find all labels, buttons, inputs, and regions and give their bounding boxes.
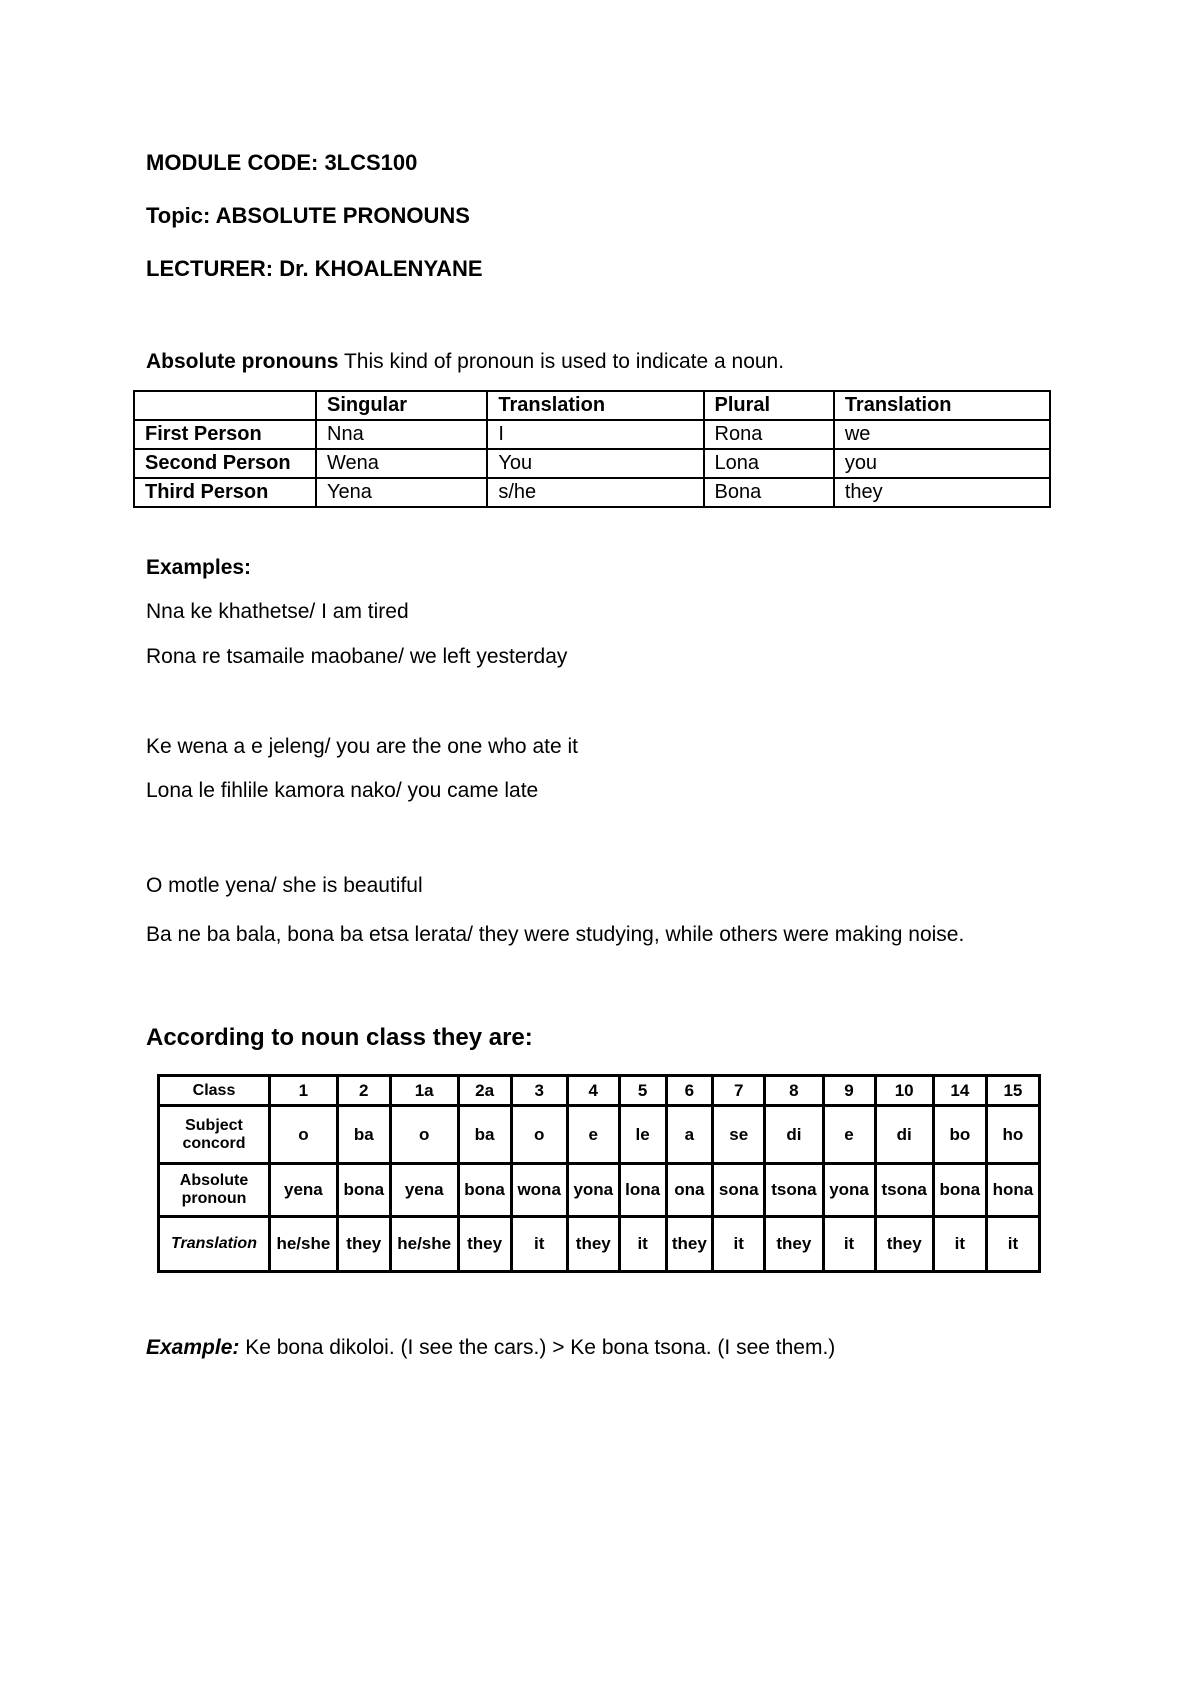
pronoun-cell: tsona bbox=[875, 1164, 933, 1217]
header-cell: Singular bbox=[316, 391, 487, 420]
row-label: Translation bbox=[159, 1217, 270, 1272]
translation-cell: they bbox=[875, 1217, 933, 1272]
row-label: Third Person bbox=[134, 478, 316, 507]
concord-cell: o bbox=[270, 1106, 338, 1164]
class-cell: 2 bbox=[337, 1076, 390, 1106]
class-cell: 6 bbox=[666, 1076, 713, 1106]
table-cell: you bbox=[834, 449, 1050, 478]
concord-cell: le bbox=[619, 1106, 666, 1164]
intro-paragraph bbox=[146, 350, 784, 374]
row-label: First Person bbox=[134, 420, 316, 449]
pronoun-cell: lona bbox=[619, 1164, 666, 1217]
translation-cell: he/she bbox=[270, 1217, 338, 1272]
pronoun-cell: yena bbox=[390, 1164, 458, 1217]
concord-cell: ba bbox=[337, 1106, 390, 1164]
concord-cell: e bbox=[823, 1106, 875, 1164]
table-cell: I bbox=[487, 420, 703, 449]
concord-cell: ba bbox=[458, 1106, 511, 1164]
translation-cell: it bbox=[933, 1217, 986, 1272]
pronoun-cell: tsona bbox=[765, 1164, 823, 1217]
class-cell: 5 bbox=[619, 1076, 666, 1106]
table-cell: s/he bbox=[487, 478, 703, 507]
noun-class-table bbox=[157, 1074, 1041, 1273]
class-cell: 1 bbox=[270, 1076, 338, 1106]
final-example-label: Example: bbox=[146, 1336, 240, 1359]
pronoun-table bbox=[133, 390, 1051, 508]
concord-cell: bo bbox=[933, 1106, 986, 1164]
concord-cell: di bbox=[875, 1106, 933, 1164]
pronoun-cell: wona bbox=[511, 1164, 567, 1217]
translation-cell: they bbox=[666, 1217, 713, 1272]
table-cell: we bbox=[834, 420, 1050, 449]
pronoun-cell: bona bbox=[933, 1164, 986, 1217]
example-line: Nna ke khathetse/ I am tired bbox=[146, 600, 409, 623]
row-label: Subject concord bbox=[159, 1106, 270, 1164]
pronoun-cell: bona bbox=[458, 1164, 511, 1217]
class-cell: 9 bbox=[823, 1076, 875, 1106]
class-cell: 4 bbox=[567, 1076, 619, 1106]
table-cell: they bbox=[834, 478, 1050, 507]
translation-cell: it bbox=[511, 1217, 567, 1272]
concord-cell: a bbox=[666, 1106, 713, 1164]
translation-cell: it bbox=[823, 1217, 875, 1272]
class-row bbox=[159, 1076, 1040, 1106]
example-line: Lona le fihlile kamora nako/ you came late bbox=[146, 779, 539, 802]
translation-cell: he/she bbox=[390, 1217, 458, 1272]
class-cell: 10 bbox=[875, 1076, 933, 1106]
translation-cell: it bbox=[619, 1217, 666, 1272]
class-cell: 15 bbox=[986, 1076, 1039, 1106]
table-row bbox=[134, 420, 1050, 449]
example-line: Rona re tsamaile maobane/ we left yesterday bbox=[146, 645, 568, 668]
lecturer-heading: LECTURER: Dr. KHOALENYANE bbox=[146, 256, 483, 281]
absolute-pronoun-row bbox=[159, 1164, 1040, 1217]
pronoun-table-header-row bbox=[134, 391, 1050, 420]
pronoun-cell: ona bbox=[666, 1164, 713, 1217]
table-row bbox=[134, 449, 1050, 478]
class-cell: 1a bbox=[390, 1076, 458, 1106]
intro-term: Absolute pronouns bbox=[146, 350, 339, 373]
row-label: Class bbox=[159, 1076, 270, 1106]
class-cell: 8 bbox=[765, 1076, 823, 1106]
final-example bbox=[146, 1336, 835, 1360]
class-cell: 3 bbox=[511, 1076, 567, 1106]
translation-row bbox=[159, 1217, 1040, 1272]
translation-cell: they bbox=[337, 1217, 390, 1272]
translation-cell: they bbox=[765, 1217, 823, 1272]
pronoun-cell: hona bbox=[986, 1164, 1039, 1217]
table-cell: Nna bbox=[316, 420, 487, 449]
concord-cell: se bbox=[713, 1106, 765, 1164]
table-cell: You bbox=[487, 449, 703, 478]
translation-cell: it bbox=[713, 1217, 765, 1272]
pronoun-cell: bona bbox=[337, 1164, 390, 1217]
translation-cell: they bbox=[567, 1217, 619, 1272]
example-line: O motle yena/ she is beautiful bbox=[146, 874, 423, 897]
example-line: Ke wena a e jeleng/ you are the one who ate it bbox=[146, 735, 578, 758]
table-cell: Lona bbox=[704, 449, 834, 478]
pronoun-cell: sona bbox=[713, 1164, 765, 1217]
class-cell: 2a bbox=[458, 1076, 511, 1106]
table-cell: Bona bbox=[704, 478, 834, 507]
header-cell: Plural bbox=[704, 391, 834, 420]
pronoun-cell: yena bbox=[270, 1164, 338, 1217]
concord-cell: o bbox=[390, 1106, 458, 1164]
pronoun-cell: yona bbox=[823, 1164, 875, 1217]
header-cell: Translation bbox=[834, 391, 1050, 420]
concord-cell: o bbox=[511, 1106, 567, 1164]
intro-text: This kind of pronoun is used to indicate a noun. bbox=[338, 350, 785, 373]
table-cell: Rona bbox=[704, 420, 834, 449]
table-row bbox=[134, 478, 1050, 507]
examples-heading: Examples: bbox=[146, 556, 252, 579]
table-cell: Yena bbox=[316, 478, 487, 507]
subject-concord-row bbox=[159, 1106, 1040, 1164]
class-cell: 7 bbox=[713, 1076, 765, 1106]
header-cell: Translation bbox=[487, 391, 703, 420]
header-cell bbox=[134, 391, 316, 420]
row-label: Second Person bbox=[134, 449, 316, 478]
concord-cell: e bbox=[567, 1106, 619, 1164]
class-cell: 14 bbox=[933, 1076, 986, 1106]
translation-cell: it bbox=[986, 1217, 1039, 1272]
table-cell: Wena bbox=[316, 449, 487, 478]
pronoun-cell: yona bbox=[567, 1164, 619, 1217]
concord-cell: ho bbox=[986, 1106, 1039, 1164]
module-code: MODULE CODE: 3LCS100 bbox=[146, 150, 418, 175]
topic-heading: Topic: ABSOLUTE PRONOUNS bbox=[146, 203, 470, 228]
final-example-text: Ke bona dikoloi. (I see the cars.) > Ke bona tsona. (I see them.) bbox=[239, 1336, 836, 1359]
translation-cell: they bbox=[458, 1217, 511, 1272]
example-line: Ba ne ba bala, bona ba etsa lerata/ they were studying, while others were making noise. bbox=[146, 923, 965, 946]
noun-class-heading: According to noun class they are: bbox=[146, 1024, 533, 1051]
row-label: Absolute pronoun bbox=[159, 1164, 270, 1217]
concord-cell: di bbox=[765, 1106, 823, 1164]
